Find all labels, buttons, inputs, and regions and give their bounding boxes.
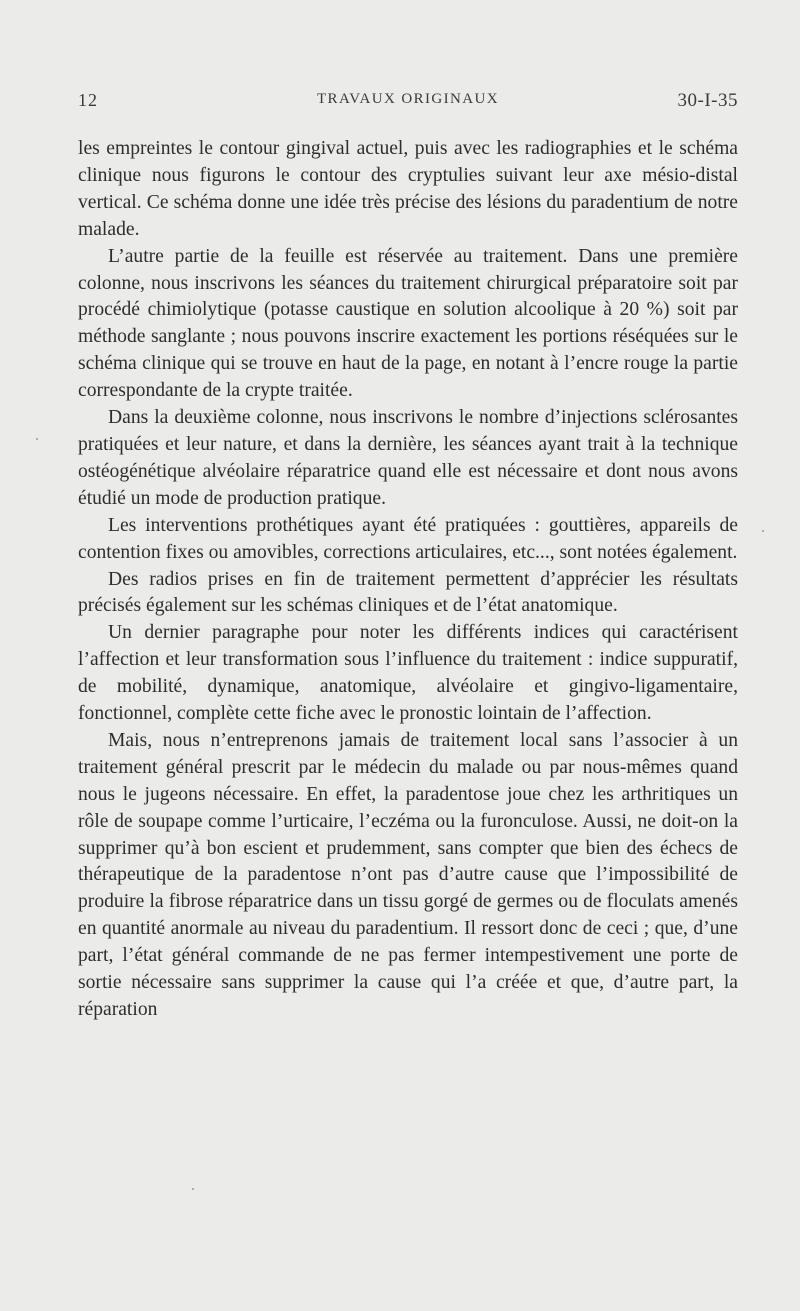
paper-speck [192, 1188, 194, 1190]
page-number: 12 [78, 90, 98, 110]
paragraph-4: Les interventions prothétiques ayant été pratiquées : gouttières, appareils de contention fixes ou amovibles, corrections articulaires, etc..., sont notées également. [78, 514, 738, 563]
paper-speck [762, 530, 764, 532]
issue-date: 30-I-35 [677, 90, 738, 111]
body-text [78, 136, 738, 1024]
paragraph-1: les empreintes le contour gingival actuel, puis avec les radiographies et le schéma clinique nous figurons le contour des cryptulies suivant leur axe mésio-distal vertical. Ce schéma donne une idée très précise des lésions du paradentium de notre malade. [78, 138, 738, 240]
running-header [78, 90, 738, 114]
paragraph-5: Des radios prises en fin de traitement permettent d’apprécier les résultats précisés également sur les schémas cliniques et de l’état anatomique. [78, 568, 738, 617]
paper-speck [36, 438, 38, 440]
paragraph-3: Dans la deuxième colonne, nous inscrivons le nombre d’injections sclérosantes pratiquées et leur nature, et dans la dernière, les séances ayant trait à la technique ostéogénétique alvéolaire réparatrice quand elle est nécessaire et dont nous avons étudié un mode de production pratique. [78, 407, 738, 509]
paragraph-2: L’autre partie de la feuille est réservée au traitement. Dans une première colonne, nous inscrivons les séances du traitement chirurgical préparatoire soit par procédé chimiolytique (potasse caustique en solution alcoolique à 20 %) soit par méthode sanglante ; nous pouvons inscrire exactement les portions réséquées sur le schéma clinique qui se trouve en haut de la page, en notant à l’encre rouge la partie correspondante de la crypte traitée. [78, 245, 738, 402]
running-title: TRAVAUX ORIGINAUX [316, 91, 499, 107]
paragraph-7: Mais, nous n’entreprenons jamais de traitement local sans l’associer à un traitement général prescrit par le médecin du malade ou par nous-mêmes quand nous le jugeons nécessaire. En effet, la paradentose joue chez les arthritiques un rôle de soupape comme l’urticaire, l’eczéma ou la furonculose. Aussi, ne doit-on la supprimer qu’à bon escient et prudemment, sans compter que bien des échecs de thérapeutique de la paradentose n’ont pas d’autre cause que l’impossibilité de produire la fibrose réparatrice dans un tissu gorgé de germes ou de floculats amenés en quantité anormale au niveau du paradentium. Il ressort donc de ceci ; que, d’une part, l’état général commande de ne pas fermer intempestivement une porte de sortie nécessaire sans supprimer la cause qui l’a créée et que, d’autre part, la réparation [78, 729, 738, 1020]
paragraph-6: Un dernier paragraphe pour noter les différents indices qui caractérisent l’affection et leur transformation sous l’influence du traitement : indice suppuratif, de mobilité, dynamique, anatomique, alvéolaire et gingivo-ligamentaire, fonctionnel, complète cette fiche avec le pronostic lointain de l’affection. [78, 622, 738, 725]
